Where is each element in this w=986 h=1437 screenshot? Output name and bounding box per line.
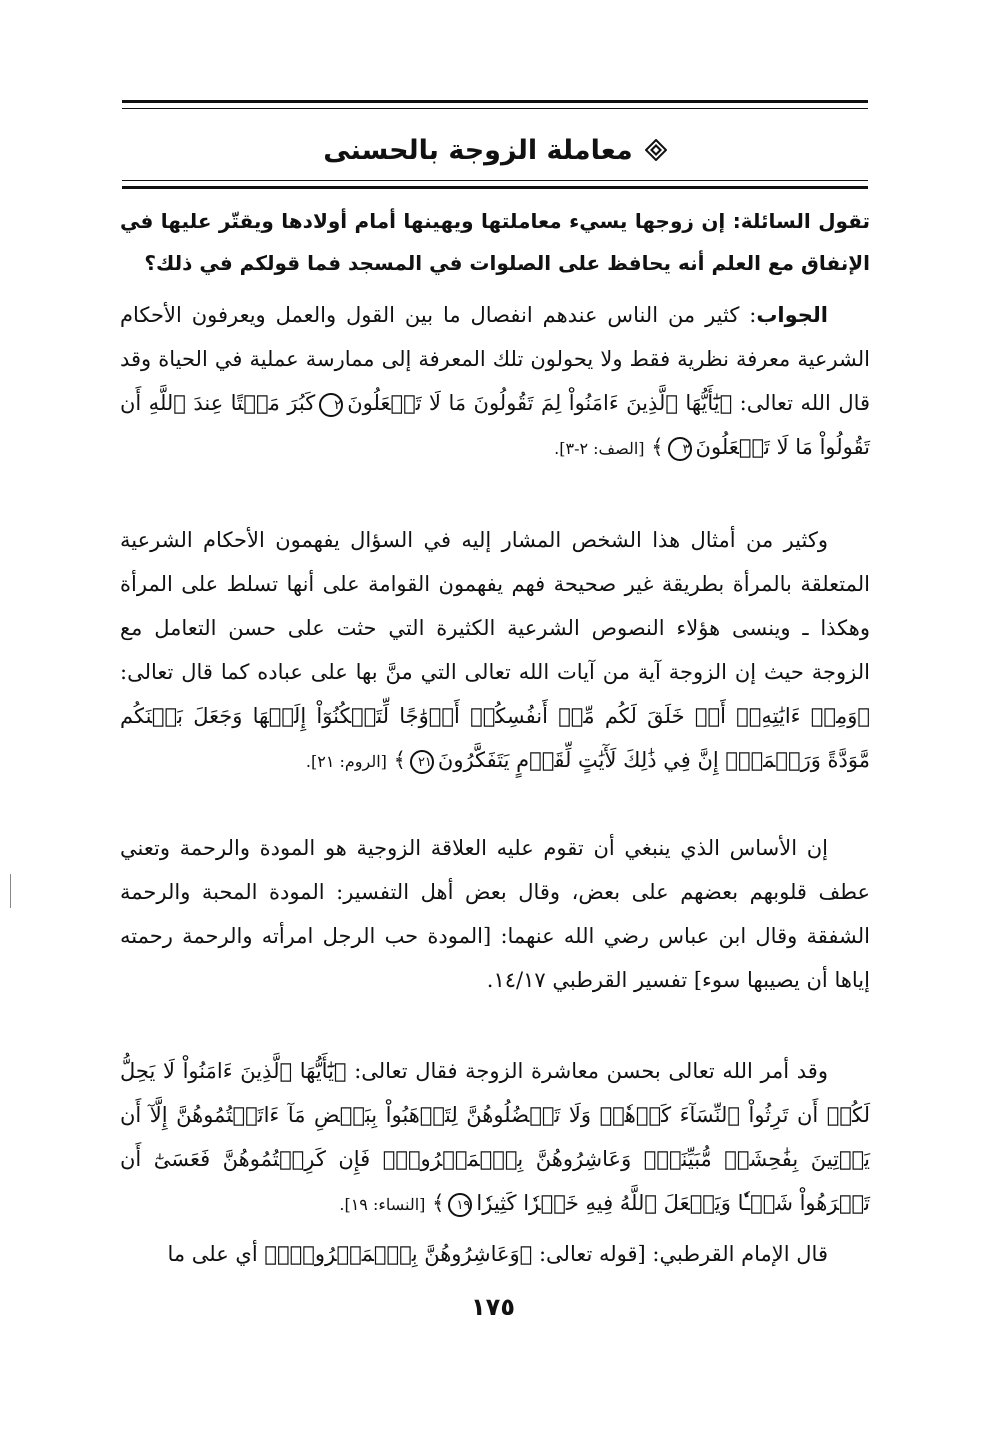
verse-close-bracket: ﴾: [393, 748, 406, 772]
answer-body: [120, 293, 870, 471]
header-rule-bottom-thick: [122, 186, 868, 189]
question-text: تقول السائلة: إن زوجها يسيء معاملتها ويهينها أمام أولادها ويقتّر عليها في الإنفاق مع العلم أنه يحافظ على الصلوات في المسجد فما قولكم في ذلك؟: [120, 209, 870, 275]
paragraph-5: [120, 1232, 870, 1276]
page-number: ١٧٥: [471, 1293, 515, 1321]
paragraph-3-body: [120, 826, 870, 1002]
verse-reference: [الروم: ٢١].: [305, 752, 387, 771]
header-rule-top-thin: [122, 108, 868, 109]
quran-verse-rum: ﴿وَمِنۡ ءَايَٰتِهِۦٓ أَنۡ خَلَقَ لَكُم مِّنۡ أَنفُسِكُمۡ أَزۡوَٰجًا لِّتَسۡكُنُوٓاْ إِلَيۡهَا وَجَعَلَ بَيۡنَكُم مَّوَدَّةً وَرَحۡمَةًۚ إِنَّ فِي ذَٰلِكَ لَأٓيَٰتٍ لِّقَوۡمٍ يَتَفَكَّرُونَ: [120, 704, 870, 772]
paragraph-4-body: [120, 1049, 870, 1227]
margin-mark: [10, 874, 11, 908]
paragraph-4-text: وقد أمر الله تعالى بحسن معاشرة الزوجة فقال تعالى:: [354, 1059, 828, 1083]
ayah-number-marker: ٢: [319, 393, 343, 417]
paragraph-5-text-a: قال الإمام القرطبي: [قوله تعالى:: [538, 1242, 828, 1266]
quran-verse-nisa-quote: ﴿وَعَاشِرُوهُنَّ بِٱلۡمَعۡرُوفِۚ﴾: [264, 1242, 533, 1266]
paragraph-3: [120, 826, 870, 1002]
quran-verse-nisa: ﴿يَٰٓأَيُّهَا ٱلَّذِينَ ءَامَنُواْ لَا يَحِلُّ لَكُمۡ أَن تَرِثُواْ ٱلنِّسَآءَ كَرۡهٗاۖ وَلَا تَعۡضُلُوهُنَّ لِتَذۡهَبُواْ بِبَعۡضِ مَآ ءَاتَيۡتُمُوهُنَّ إِلَّآ أَن يَأۡتِينَ بِفَٰحِشَةٖ مُّبَيِّنَةٖۚ وَعَاشِرُوهُنَّ بِٱلۡمَعۡرُوفِۚ فَإِن كَرِهۡتُمُوهُنَّ فَعَسَىٰٓ أَن تَكۡرَهُواْ شَيۡـٔٗا وَيَجۡعَلَ ٱللَّهُ فِيهِ خَيۡرٗا كَثِيرٗا: [120, 1059, 870, 1215]
ayah-number-marker: ٣: [668, 437, 692, 461]
paragraph-5-text-b: أي على ما: [167, 1242, 258, 1266]
ayah-number-marker: ٢١: [410, 750, 434, 774]
verse-reference: [الصف: ٢-٣].: [554, 439, 645, 458]
paragraph-3-text: إن الأساس الذي ينبغي أن تقوم عليه العلاقة الزوجية هو المودة والرحمة وتعني عطف قلوبهم بعضهم على بعض، وقال بعض أهل التفسير: المودة المحبة والرحمة الشفقة وقال ابن عباس رضي الله عنهما: [المودة حب الرجل امرأته والرحمة رحمته إياها أن يصيبها سوء] تفسير القرطبي ١٤/١٧.: [120, 836, 870, 992]
header-rule-bottom-thin: [122, 180, 868, 181]
paragraph-2: [120, 518, 870, 784]
verse-close-bracket: ﴾: [651, 435, 664, 459]
page-title: معاملة الزوجة بالحسنى: [323, 134, 633, 166]
paragraph-4: [120, 1049, 870, 1227]
answer-paragraph: [120, 293, 870, 471]
ayah-number-marker: ١٩: [448, 1193, 472, 1217]
answer-intro: : كثير من الناس عندهم انفصال ما بين القول والعمل ويعرفون الأحكام الشرعية معرفة نظرية فقط ولا يحولون تلك المعرفة إلى ممارسة عملية في الحياة وقد قال الله تعالى:: [120, 303, 871, 415]
quran-verse-saff-b: كَبُرَ مَقۡتًا عِندَ ٱللَّهِ أَن تَقُولُواْ مَا لَا تَفۡعَلُونَ: [120, 391, 870, 459]
section-title: [122, 122, 868, 178]
question-paragraph: [120, 200, 870, 284]
verse-close-bracket: ﴾: [432, 1191, 445, 1215]
diamond-bullet-icon: [645, 139, 667, 161]
answer-label: الجواب: [756, 303, 828, 327]
paragraph-2-body: [120, 518, 870, 784]
paragraph-2-text: وكثير من أمثال هذا الشخص المشار إليه في السؤال يفهمون الأحكام الشرعية المتعلقة بالمرأة بطريقة غير صحيحة فهم يفهمون القوامة على أنها تسلط على المرأة وهكذا ـ وينسى هؤلاء النصوص الشرعية الكثيرة التي حثت على حسن التعامل مع الزوجة حيث إن الزوجة آية من آيات الله تعالى التي منَّ بها على عباده كما قال تعالى:: [120, 528, 870, 684]
paragraph-5-body: [120, 1232, 870, 1276]
verse-reference: [النساء: ١٩].: [339, 1195, 426, 1214]
header-rule-top-thick: [122, 100, 868, 103]
quran-verse-saff-a: ﴿يَٰٓأَيُّهَا ٱلَّذِينَ ءَامَنُواْ لِمَ تَقُولُونَ مَا لَا تَفۡعَلُونَ: [347, 391, 733, 415]
